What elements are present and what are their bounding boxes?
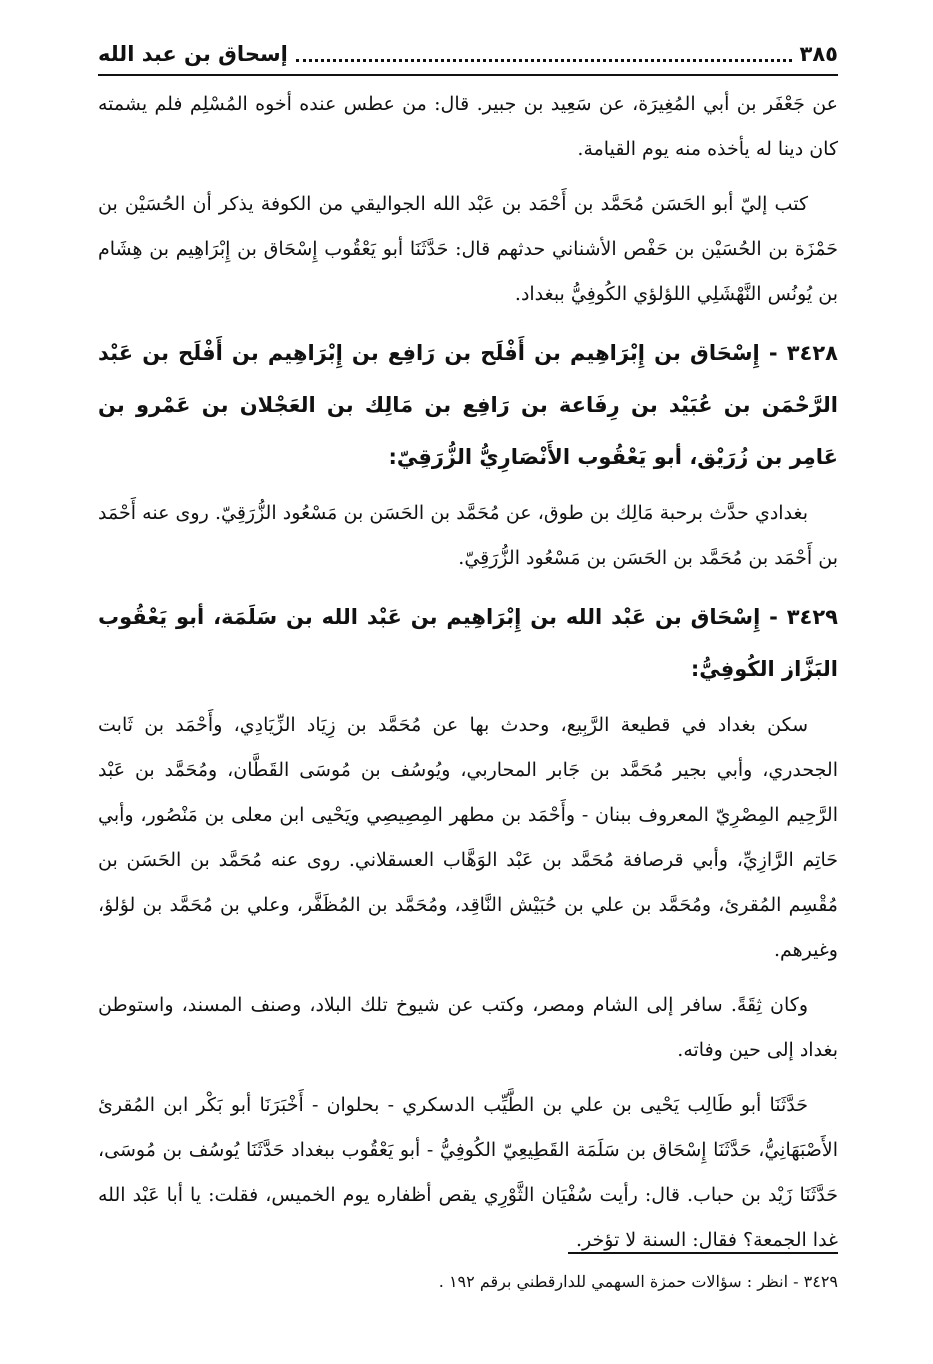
running-header <box>98 34 838 76</box>
paragraph-entry-3429-bio: سكن بغداد في قطيعة الرَّبِيع، وحدث بها عن مُحَمَّد بن زِيَاد الزِّيَادِي، وأَحْمَد بن ثَابت الجحدري، وأبي بجير مُحَمَّد بن جَابر المحاربي، ويُوسُف بن مُوسَى القَطَّان، ومُحَمَّد بن عَبْد الرَّحِيم المِصْرِيّ المعروف ببنان - وأَحْمَد بن مطهر المِصِيصِي ويَحْيى ابن معلى بن مَنْصُور، وأبي حَاتِم الرَّازِيِّ، وأبي قرصافة مُحَمَّد بن عَبْد الوَهَّاب العسقلاني. روى عنه مُحَمَّد بن الحَسَن بن مُقْسِم المُقرئ، ومُحَمَّد بن علي بن حُبَيْش النَّاقِد، ومُحَمَّد بن المُظَفَّر، وعلي بن مُحَمَّد بن لؤلؤ، وغيرهم. <box>98 714 838 961</box>
paragraph-entry-3428-bio: بغدادي حدَّث برحبة مَالِك بن طوق، عن مُحَمَّد بن الحَسَن بن مَسْعُود الزُّرَقِيّ. روى عنه أَحْمَد بن أَحْمَد بن مُحَمَّد بن الحَسَن بن مَسْعُود الزُّرَقِيّ. <box>98 502 838 569</box>
running-title: إسحاق بن عبد الله <box>98 42 288 66</box>
entry-heading-3429: ٣٤٢٩ - إِسْحَاق بن عَبْد الله بن إِبْرَاهِيم بن عَبْد الله بن سَلَمَة، أبو يَعْقُوب البَزَّاز الكُوفِيُّ: <box>98 605 838 681</box>
paragraph-entry-3429-thiqa: وكان ثِقَةً. سافر إلى الشام ومصر، وكتب عن شيوخ تلك البلاد، وصنف المسند، واستوطن بغداد إلى حين وفاته. <box>98 994 838 1061</box>
footnote-separator <box>568 1252 838 1254</box>
page-number: ٣٨٥ <box>799 42 838 66</box>
page-body <box>98 82 838 1273</box>
footnote: ٣٤٢٩ - انظر : سؤالات حمزة السهمي للدارقطني برقم ١٩٢ . <box>438 1272 838 1291</box>
paragraph-hadith-sneeze: عن جَعْفَر بن أبي المُغِيرَة، عن سَعِيد بن جبير. قال: من عطس عنده أخوه المُسْلِم فلم يشمته كان دينا له يأخذه منه يوم القيامة. <box>98 93 838 160</box>
paragraph-isnad-jawaliqi: كتب إليّ أبو الحَسَن مُحَمَّد بن أَحْمَد بن عَبْد الله الجواليقي من الكوفة يذكر أن الحُسَيْن بن حَمْزَة بن الحُسَيْن بن حَفْص الأشناني حدثهم قال: حَدَّثَنَا أبو يَعْقُوب إِسْحَاق بن إِبْرَاهِيم بن هِشَام بن يُونُس النَّهْشَلِي اللؤلؤي الكُوفِيُّ ببغداد. <box>98 193 838 305</box>
entry-heading-3428: ٣٤٢٨ - إِسْحَاق بن إِبْرَاهِيم بن أَفْلَح بن رَافِع بن إِبْرَاهِيم بن أَفْلَح بن عَبْد الرَّحْمَن بن عُبَيْد بن رِفَاعة بن رَافِع بن مَالِك بن العَجْلان بن عَمْرو بن عَامِر بن زُرَيْق، أبو يَعْقُوب الأَنْصَارِيُّ الزُّرَقِيّ: <box>98 341 838 469</box>
paragraph-entry-3429-hadith: حَدَّثَنَا أبو طَالِب يَحْيى بن علي بن الطَّيِّب الدسكري - بحلوان - أَخْبَرَنَا أبو بَكْر ابن المُقرئ الأَصْبَهَانِيُّ، حَدَّثَنَا إِسْحَاق بن سَلَمَة القَطِيعِيّ الكُوفِيُّ - أبو يَعْقُوب ببغداد حَدَّثَنَا يُوسُف بن مُوسَى، حَدَّثَنَا زَيْد بن حباب. قال: رأيت سُفْيَان الثَّوْرِي يقص أظفاره يوم الخميس، فقلت: يا أبا عَبْد الله غدا الجمعة؟ فقال: السنة لا تؤخر. <box>98 1094 838 1251</box>
header-dot-leader <box>296 59 792 62</box>
